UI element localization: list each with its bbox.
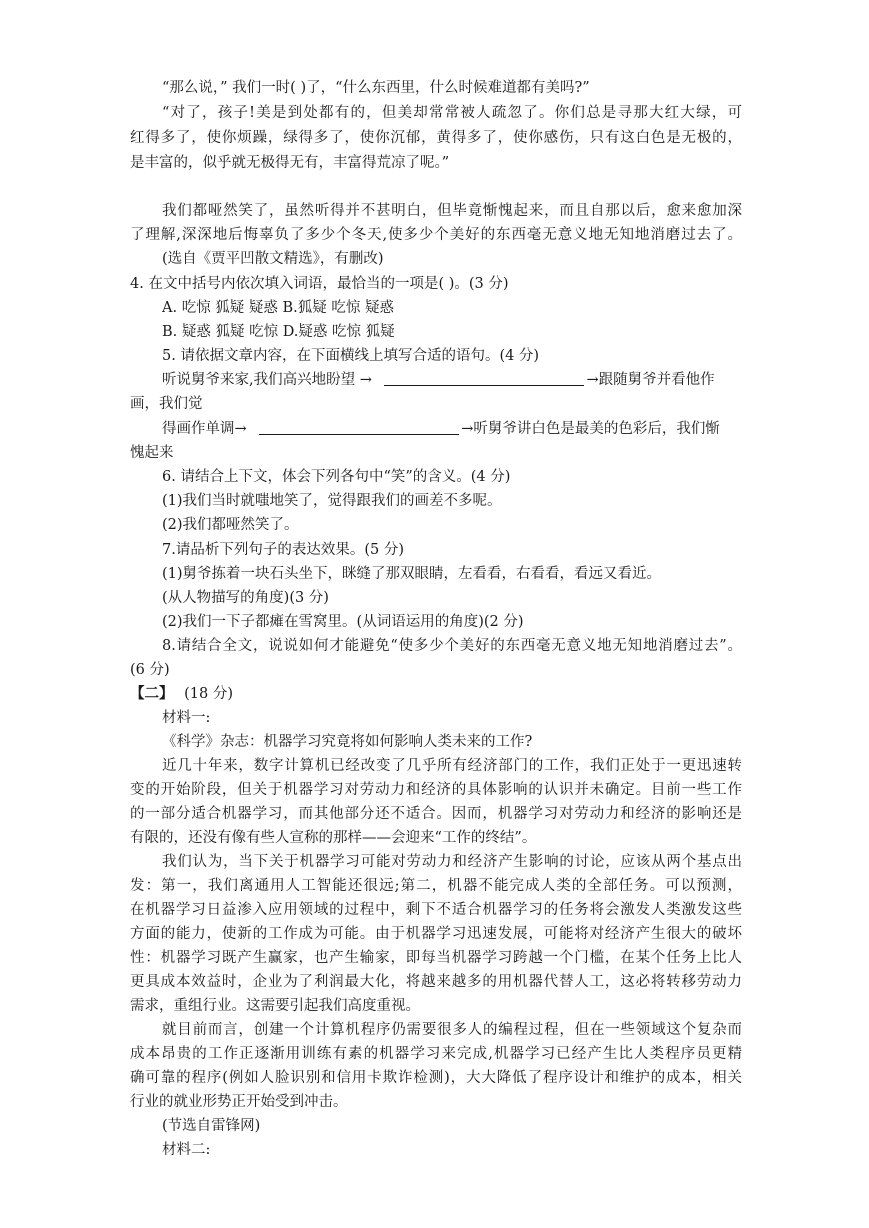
text-line: 行业的就业形势正开始受到冲击。: [130, 1094, 348, 1110]
text-line: 红得多了，使你烦躁，绿得多了，使你沉郁，黄得多了，使你感伤，只有这白色是无极的，: [130, 130, 742, 146]
text-line: 方面的能力，使新的工作成为可能。由于机器学习迅速发展，可能将对经济产生很大的破坏: [130, 926, 742, 942]
fill-text: →跟随舅爷并看他作: [586, 372, 715, 388]
text-line: 的一部分适合机器学习，而其他部分还不适合。因而，机器学习对劳动力和经济的影响还是: [130, 806, 742, 822]
question-7: 7.请品析下列句子的表达效果。(5 分): [162, 542, 404, 558]
source-note: (节选自雷锋网): [162, 1118, 261, 1134]
sub-question-note: (从人物描写的角度)(3 分): [162, 590, 329, 606]
article-title: 《科学》杂志：机器学习究竟将如何影响人类未来的工作?: [162, 734, 533, 750]
source-note: (选自《贾平凹散文精选》，有删改): [162, 251, 384, 267]
answer-blank[interactable]: [384, 371, 584, 386]
text-line: 画，我们觉: [130, 396, 203, 412]
section-label: 【二】: [130, 685, 174, 702]
question-4: 4. 在文中括号内依次填入词语，最恰当的一项是( )。(3 分): [130, 276, 509, 292]
material-label: 材料一:: [162, 710, 211, 726]
sub-question: (1)我们当时就嗤地笑了，觉得跟我们的画差不多呢。: [162, 493, 502, 509]
material-label: 材料二:: [162, 1142, 211, 1158]
option-line: A. 吃惊 狐疑 疑惑 B.狐疑 吃惊 疑惑: [162, 300, 394, 316]
sub-question: (2)我们一下子都瘫在雪窝里。(从词语运用的角度)(2 分): [162, 614, 524, 630]
section-score: (18 分): [184, 686, 233, 702]
text-line: 变的开始阶段，但关于机器学习对劳动力和经济的具体影响的认识并未确定。目前一些工作: [130, 782, 742, 798]
text-line: 在机器学习日益渗入应用领域的过程中，剩下不适合机器学习的任务将会激发人类激发这些: [130, 902, 742, 918]
sub-question: (1)舅爷拣着一块石头坐下，眯缝了那双眼睛，左看看，右看看，看远又看近。: [162, 566, 662, 582]
text-line: 是丰富的，似乎就无极得无有，丰富得荒凉了呢。”: [130, 155, 450, 171]
text-line: 近几十年来，数字计算机已经改变了几乎所有经济部门的工作，我们正处于一更迅速转: [162, 758, 742, 774]
question-6: 6. 请结合上下文，体会下列各句中“笑”的含义。(4 分): [162, 469, 511, 485]
fill-line-2: [162, 418, 742, 440]
text-line: 我们都哑然笑了，虽然听得并不甚明白，但毕竟惭愧起来，而且自那以后，愈来愈加深: [162, 203, 742, 219]
question-8: 8.请结合全文，说说如何才能避免“使多少个美好的东西毫无意义地无知地消磨过去”。: [162, 638, 742, 654]
text-line: 有限的，还没有像有些人宣称的那样——会迎来“工作的终结”。: [130, 830, 537, 846]
fill-line-1: [162, 369, 742, 391]
text-line: 就目前而言，创建一个计算机程序仍需要很多人的编程过程，但在一些领域这个复杂而: [162, 1022, 742, 1038]
fill-text: 得画作单调→: [162, 421, 247, 437]
text-line: 愧起来: [130, 445, 174, 461]
text-line: 确可靠的程序(例如人脸识别和信用卡欺诈检测)，大大降低了程序设计和维护的成本，相关: [130, 1070, 742, 1086]
answer-blank[interactable]: [259, 420, 459, 435]
text-line: 了理解,深深地后悔辜负了多少个冬天,使多少个美好的东西毫无意义地无知地消磨过去了。: [130, 227, 742, 243]
score-note: (6 分): [130, 662, 170, 678]
fill-text: →听舅爷讲白色是最美的色彩后，我们惭: [461, 421, 720, 437]
question-5: 5. 请依据文章内容，在下面横线上填写合适的语句。(4 分): [162, 348, 540, 364]
sub-question: (2)我们都哑然笑了。: [162, 517, 299, 533]
fill-text: 听说舅爷来家,我们高兴地盼望 →: [162, 372, 372, 388]
text-line: 性：机器学习既产生赢家，也产生输家，即每当机器学习跨越一个门槛，在某个任务上比人: [130, 950, 742, 966]
text-line: 需求，重组行业。这需要引起我们高度重视。: [130, 998, 420, 1014]
text-line: “对了，孩子!美是到处都有的，但美却常常被人疏忽了。你们总是寻那大红大绿，可: [162, 105, 742, 121]
text-line: 发：第一，我们离通用人工智能还很远;第二，机器不能完成人类的全部任务。可以预测，: [130, 878, 742, 894]
section-heading: [130, 683, 330, 705]
text-line: 我们认为，当下关于机器学习可能对劳动力和经济产生影响的讨论，应该从两个基点出: [162, 854, 742, 870]
text-line: 成本昂贵的工作正逐渐用训练有素的机器学习来完成,机器学习已经产生比人类程序员更精: [130, 1046, 742, 1062]
option-line: B. 疑惑 狐疑 吃惊 D.疑惑 吃惊 狐疑: [162, 324, 395, 340]
text-line: “那么说，” 我们一时( )了，“什么东西里，什么时候难道都有美吗?”: [162, 80, 590, 96]
text-line: 更具成本效益时，企业为了利润最大化，将越来越多的用机器代替人工，这必将转移劳动力: [130, 974, 742, 990]
